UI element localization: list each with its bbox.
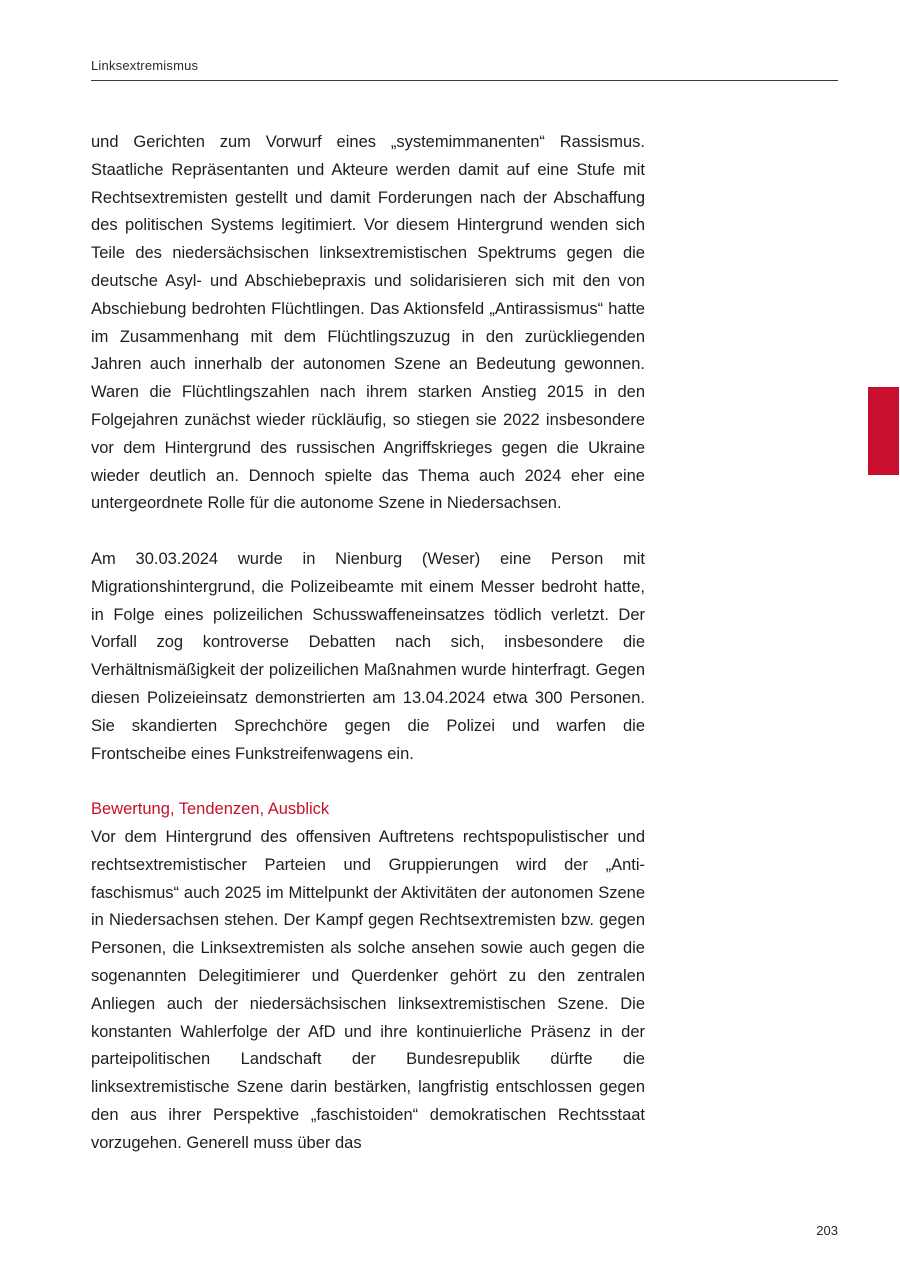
paragraph-nienburg: Am 30.03.2024 wurde in Nienburg (Weser) eine Person mit Migrationshintergrund, die Polizeibeamte mit einem Messer bedroht hatte, in Folge eines polizeilichen Schusswaffeneinsatzes tödlich verletzt. Der Vorfall zog kontroverse Debatten nach sich, insbesondere die Verhältnismäßigkeit der polizeilichen Maßnahmen wurde hinterfragt. Gegen diesen Polizeieinsatz demonstrierten am 13.04.2024 etwa 300 Personen. Sie skandierten Sprechchöre gegen die Polizei und warfen die Frontscheibe eines Funkstreifenwagens ein. [91, 549, 645, 763]
paragraph-antirassismus: und Gerichten zum Vorwurf eines „systemimmanenten“ Rassismus. Staatliche Repräsentanten und Akteure werden damit auf eine Stufe mit Rechtsextremisten gestellt und damit Forderungen nach der Abschaffung des politischen Systems legitimiert. Vor diesem Hintergrund wenden sich Teile des niedersächsischen linksextremistischen Spektrums gegen die deutsche Asyl- und Abschiebepraxis und solidarisieren sich mit den von Abschiebung bedrohten Flüchtlingen. Das Aktionsfeld „Antirassismus“ hatte im Zusammenhang mit dem Flüchtlingszuzug in den zurückliegenden Jahren auch innerhalb der autonomen Szene an Bedeutung gewonnen. Waren die Flüchtlingszahlen nach ihrem starken Anstieg 2015 in den Folgejahren zunächst wieder rückläufig, so stiegen sie 2022 insbesondere vor dem Hintergrund des russischen Angriffskrieges gegen die Ukraine wieder deutlich an. Dennoch spielte das Thema auch 2024 eher eine untergeordnete Rolle für die autonome Szene in Niedersachsen. [91, 133, 645, 513]
paragraph-gap [91, 768, 645, 796]
paragraph-ausblick: Vor dem Hintergrund des offensiven Auftretens rechtspopulistischer und rechtsextremistischer Parteien und Gruppierungen wird der „Antifaschismus“ auch 2025 im Mittelpunkt der Aktivitäten der autonomen Szene in Niedersachsen stehen. Der Kampf gegen Rechtsextremisten bzw. gegen Personen, die Linksextremisten als solche ansehen sowie auch gegen die sogenannten Delegitimierer und Querdenker gehört zu den zentralen Anliegen auch der niedersächsischen linksextremistischen Szene. Die konstanten Wahlerfolge der AfD und ihre kontinuierliche Präsenz in der parteipolitischen Landschaft der Bundesrepublik dürfte die linksextremistische Szene darin bestärken, langfristig entschlossen gegen den aus ihrer Perspektive „faschistoiden“ demokratischen Rechtsstaat vorzugehen. Generell muss über das [91, 827, 645, 1152]
page-number: 203 [816, 1223, 838, 1238]
section-heading: Bewertung, Tendenzen, Ausblick [91, 800, 330, 819]
chapter-side-tab [868, 387, 899, 475]
paragraph-gap [91, 518, 645, 546]
running-header: Linksextremismus [91, 58, 199, 73]
body-text [91, 129, 645, 1157]
header-rule [91, 80, 838, 81]
